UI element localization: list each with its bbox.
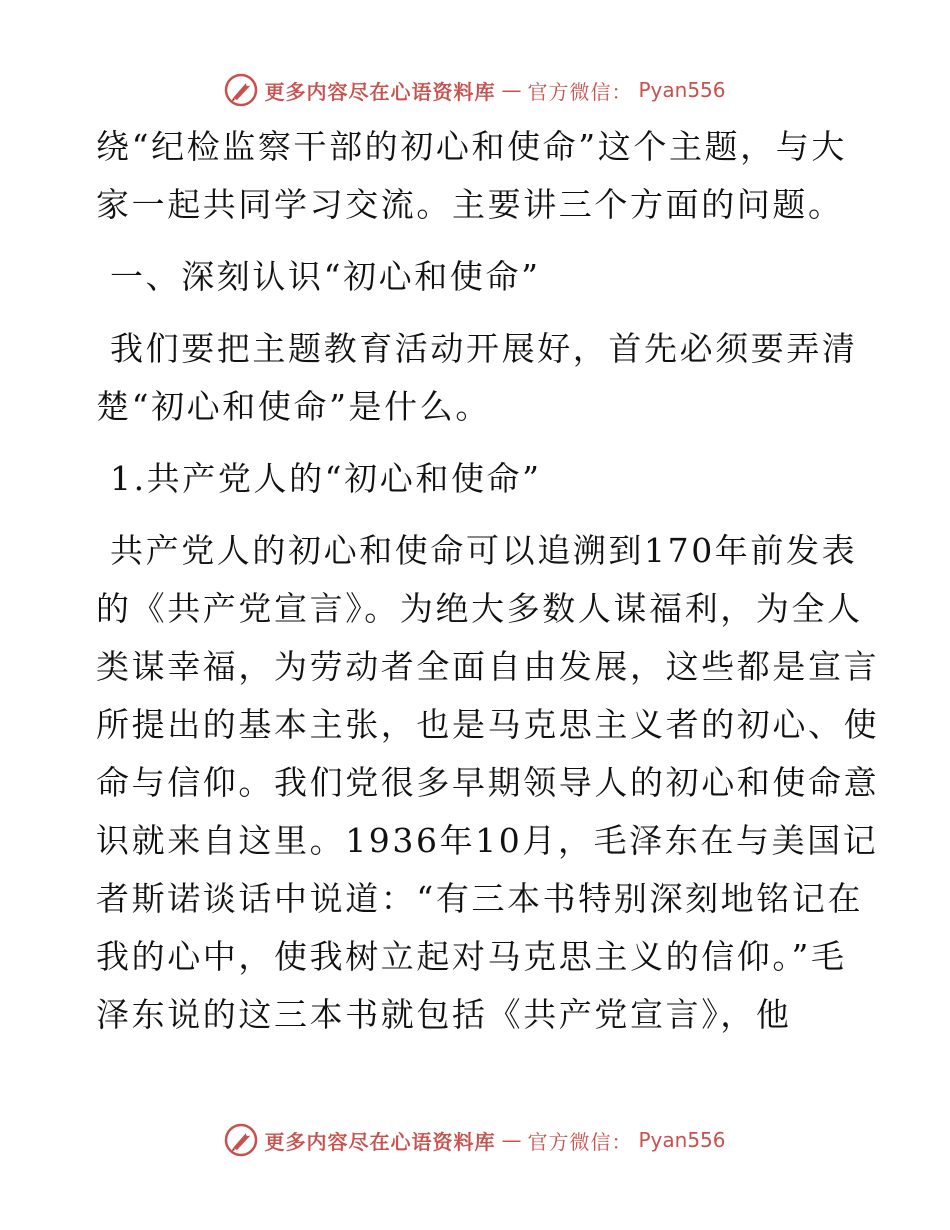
footer-banner (0, 1120, 950, 1160)
banner-wechat-id: Pyan556 (638, 78, 726, 102)
banner-separator: — (501, 1128, 522, 1152)
body-line: 绕“纪检监察干部的初心和使命”这个主题，与大 (96, 127, 847, 166)
body-line: 共产党人的初心和使命可以追溯到170年前发表 (110, 531, 858, 570)
body-line: 楚“初心和使命”是什么。 (96, 387, 491, 426)
body-line: 家一起共同学习交流。主要讲三个方面的问题。 (96, 185, 844, 224)
document-body (96, 118, 880, 1044)
banner-official-label: 官方微信： (527, 1129, 633, 1154)
body-line: 识就来自这里。1936年10月，毛泽东在与美国记 (96, 821, 879, 860)
body-line: 类谋幸福，为劳动者全面自由发展，这些都是宣言 (96, 647, 880, 686)
body-line: 我的心中，使我树立起对马克思主义的信仰。”毛 (96, 937, 847, 976)
banner-separator: — (501, 78, 522, 102)
banner-brand-text: 更多内容尽在心语资料库 (264, 1129, 496, 1154)
pen-logo-icon (224, 1123, 258, 1157)
banner-brand-text: 更多内容尽在心语资料库 (264, 79, 496, 104)
body-line: 的《共产党宣言》。为绝大多数人谋福利，为全人 (96, 589, 863, 628)
banner-wechat-id: Pyan556 (638, 1128, 726, 1152)
subsection-heading: 1.共产党人的“初心和使命” (110, 459, 542, 498)
section-heading: 一、深刻认识“初心和使命” (110, 257, 541, 296)
header-banner (0, 70, 950, 110)
body-line: 我们要把主题教育活动开展好，首先必须要弄清 (110, 329, 858, 368)
body-line: 者斯诺谈话中说道：“有三本书特别深刻地铭记在 (96, 879, 864, 918)
banner-official-label: 官方微信： (527, 79, 633, 104)
pen-logo-icon (224, 73, 258, 107)
body-line: 泽东说的这三本书就包括《共产党宣言》，他 (96, 995, 792, 1034)
body-line: 命与信仰。我们党很多早期领导人的初心和使命意 (96, 763, 880, 802)
body-line: 所提出的基本主张，也是马克思主义者的初心、使 (96, 705, 880, 744)
